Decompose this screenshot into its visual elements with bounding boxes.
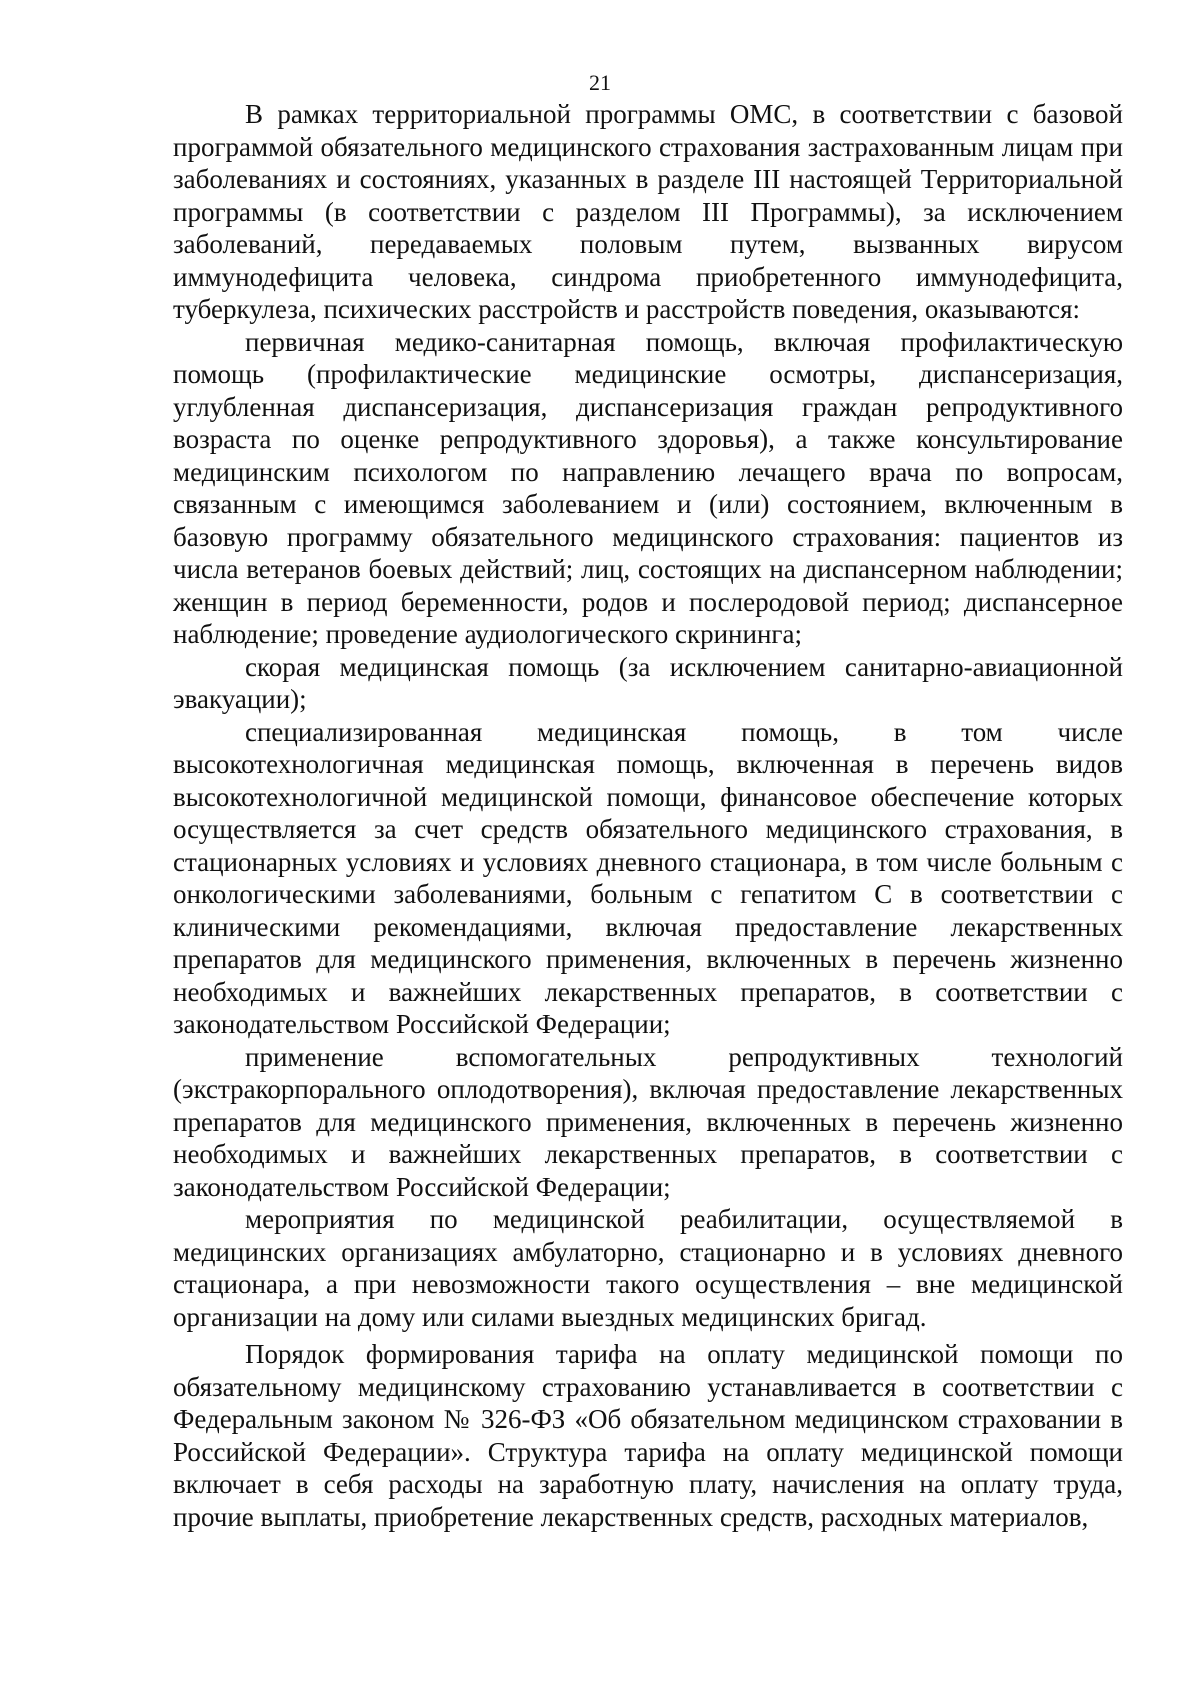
paragraph-specialized-care: специализированная медицинская помощь, в том числе высокотехнологичная медицинская помощь, включенная в перечень видов высокотехнологичной медицинской помощи, финансовое обеспечение которых осуществляется за счет средств обязательного медицинского страхования, в стационарных условиях и условиях дневного стационара, в том числе больным с онкологическими заболеваниями, больным с гепатитом С в соответствии с клиническими рекомендациями, включая предоставление лекарственных препаратов для медицинского применения, включенных в перечень жизненно необходимых и важнейших лекарственных препаратов, в соответствии с законодательством Российской Федерации; [173,716,1123,1039]
page-number: 21 [589,70,611,95]
paragraph-tariff: Порядок формирования тарифа на оплату медицинской помощи по обязательному медицинскому страхованию устанавливается в соответствии с Федеральным законом № 326-ФЗ «Об обязательном медицинском страховании в Российской Федерации». Структура тарифа на оплату медицинской помощи включает в себя расходы на заработную плату, начисления на оплату труда, прочие выплаты, приобретение лекарственных средств, расходных материалов, [173,1339,1123,1532]
paragraph-intro: В рамках территориальной программы ОМС, в соответствии с базовой программой обязательного медицинского страхования застрахованным лицам при заболеваниях и состояниях, указанных в разделе III настоящей Территориальной программы (в соответствии с разделом III Программы), за исключением заболеваний, передаваемых половым путем, вызванных вирусом иммунодефицита человека, синдрома приобретенного иммунодефицита, туберкулеза, психических расстройств и расстройств поведения, оказываются: [173,99,1123,324]
paragraph-rehabilitation: мероприятия по медицинской реабилитации, осуществляемой в медицинских организациях амбулаторно, стационарно и в условиях дневного стационара, а при невозможности такого осуществления – вне медицинской организации на дому или силами выездных медицинских бригад. [173,1204,1123,1332]
paragraph-reproductive-tech: применение вспомогательных репродуктивных технологий (экстракорпорального оплодотворения), включая предоставление лекарственных препаратов для медицинского применения, включенных в перечень жизненно необходимых и важнейших лекарственных препаратов, в соответствии с законодательством Российской Федерации; [173,1041,1123,1202]
body-text [173,98,1123,1533]
paragraph-primary-care: первичная медико-санитарная помощь, включая профилактическую помощь (профилактические медицинские осмотры, диспансеризация, углубленная диспансеризация, диспансеризация граждан репродуктивного возраста по оценке репродуктивного здоровья), а также консультирование медицинским психологом по направлению лечащего врача по вопросам, связанным с имеющимся заболеванием и (или) состоянием, включенным в базовую программу обязательного медицинского страхования: пациентов из числа ветеранов боевых действий; лиц, состоящих на диспансерном наблюдении; женщин в период беременности, родов и послеродовой период; диспансерное наблюдение; проведение аудиологического скрининга; [173,326,1123,649]
paragraph-emergency-care: скорая медицинская помощь (за исключением санитарно-авиационной эвакуации); [173,651,1123,714]
